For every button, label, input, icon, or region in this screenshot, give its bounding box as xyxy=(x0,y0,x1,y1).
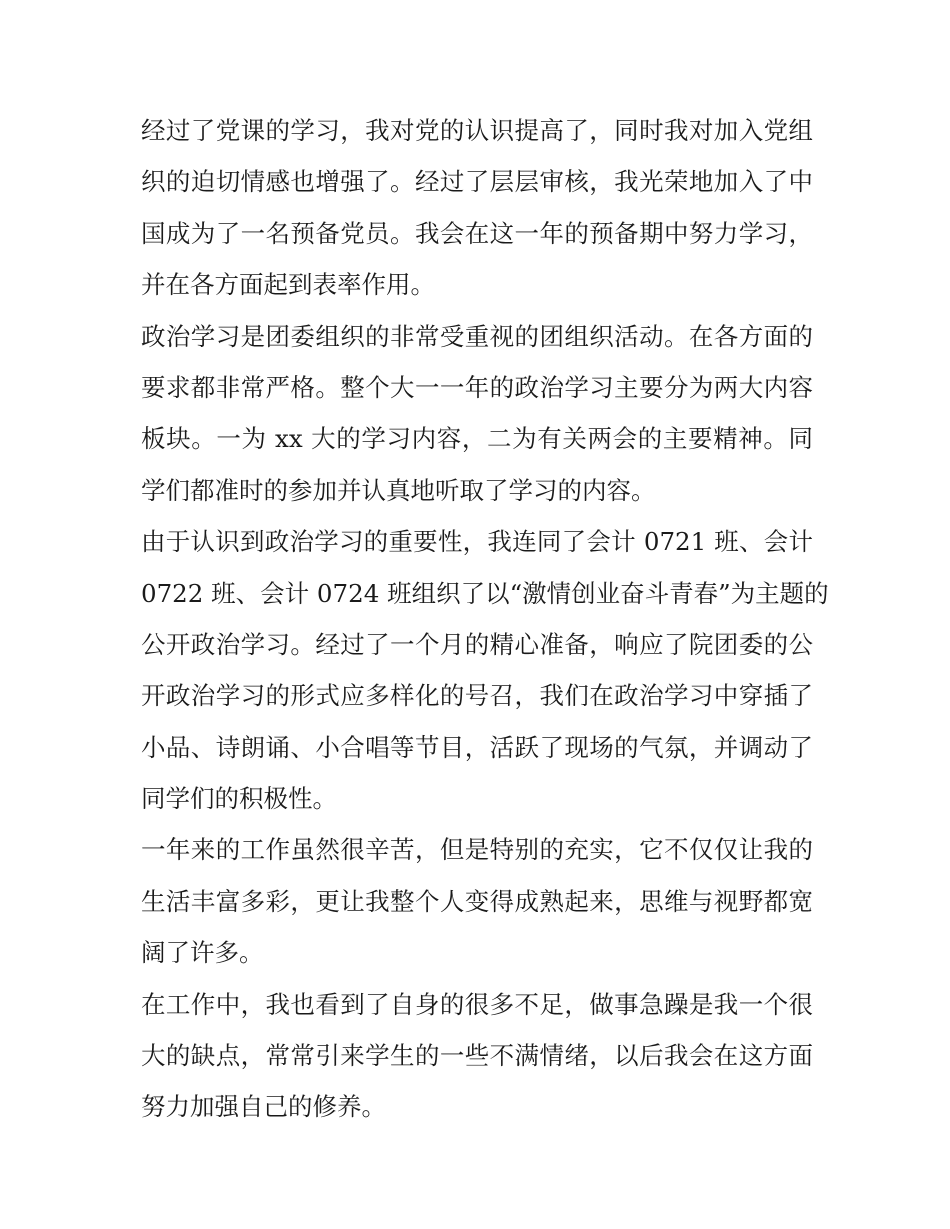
text-line: 织的迫切情感也增强了。经过了层层审核，我光荣地加入了中 xyxy=(141,167,813,197)
paragraph-public-study-event xyxy=(141,516,829,824)
text-line: 努力加强自己的修养。 xyxy=(141,1092,386,1122)
paragraph-political-study xyxy=(141,311,813,517)
text-line: 并在各方面起到表率作用。 xyxy=(141,270,435,300)
text-line: 阔了许多。 xyxy=(141,938,264,968)
text-line: 板块。一为 xx 大的学习内容，二为有关两会的主要精神。同 xyxy=(141,424,813,454)
paragraph-shortcomings xyxy=(141,979,813,1133)
text-line: 国成为了一名预备党员。我会在这一年的预备期中努力学习， xyxy=(141,218,813,248)
text-line: 一年来的工作虽然很辛苦，但是特别的充实，它不仅仅让我的 xyxy=(141,835,813,865)
paragraph-year-reflection xyxy=(141,824,813,978)
text-line: 大的缺点，常常引来学生的一些不满情绪，以后我会在这方面 xyxy=(141,1041,813,1071)
paragraph-party-study xyxy=(141,105,813,311)
text-line: 开政治学习的形式应多样化的号召，我们在政治学习中穿插了 xyxy=(141,681,813,711)
document-body xyxy=(141,105,829,1133)
text-line: 生活丰富多彩，更让我整个人变得成熟起来，思维与视野都宽 xyxy=(141,886,813,916)
text-line: 要求都非常严格。整个大一一年的政治学习主要分为两大内容 xyxy=(141,372,813,402)
text-line: 同学们的积极性。 xyxy=(141,784,337,814)
text-line: 由于认识到政治学习的重要性，我连同了会计 0721 班、会计 xyxy=(141,527,813,557)
text-line: 学们都准时的参加并认真地听取了学习的内容。 xyxy=(141,475,656,505)
text-line: 在工作中，我也看到了自身的很多不足，做事急躁是我一个很 xyxy=(141,989,813,1019)
text-line: 公开政治学习。经过了一个月的精心准备，响应了院团委的公 xyxy=(141,629,813,659)
text-line: 政治学习是团委组织的非常受重视的团组织活动。在各方面的 xyxy=(141,321,813,351)
text-line: 经过了党课的学习，我对党的认识提高了，同时我对加入党组 xyxy=(141,116,813,145)
text-line: 小品、诗朗诵、小合唱等节目，活跃了现场的气氛，并调动了 xyxy=(141,732,813,762)
text-line: 0722 班、会计 0724 班组织了以“激情创业奋斗青春”为主题的 xyxy=(141,578,829,608)
